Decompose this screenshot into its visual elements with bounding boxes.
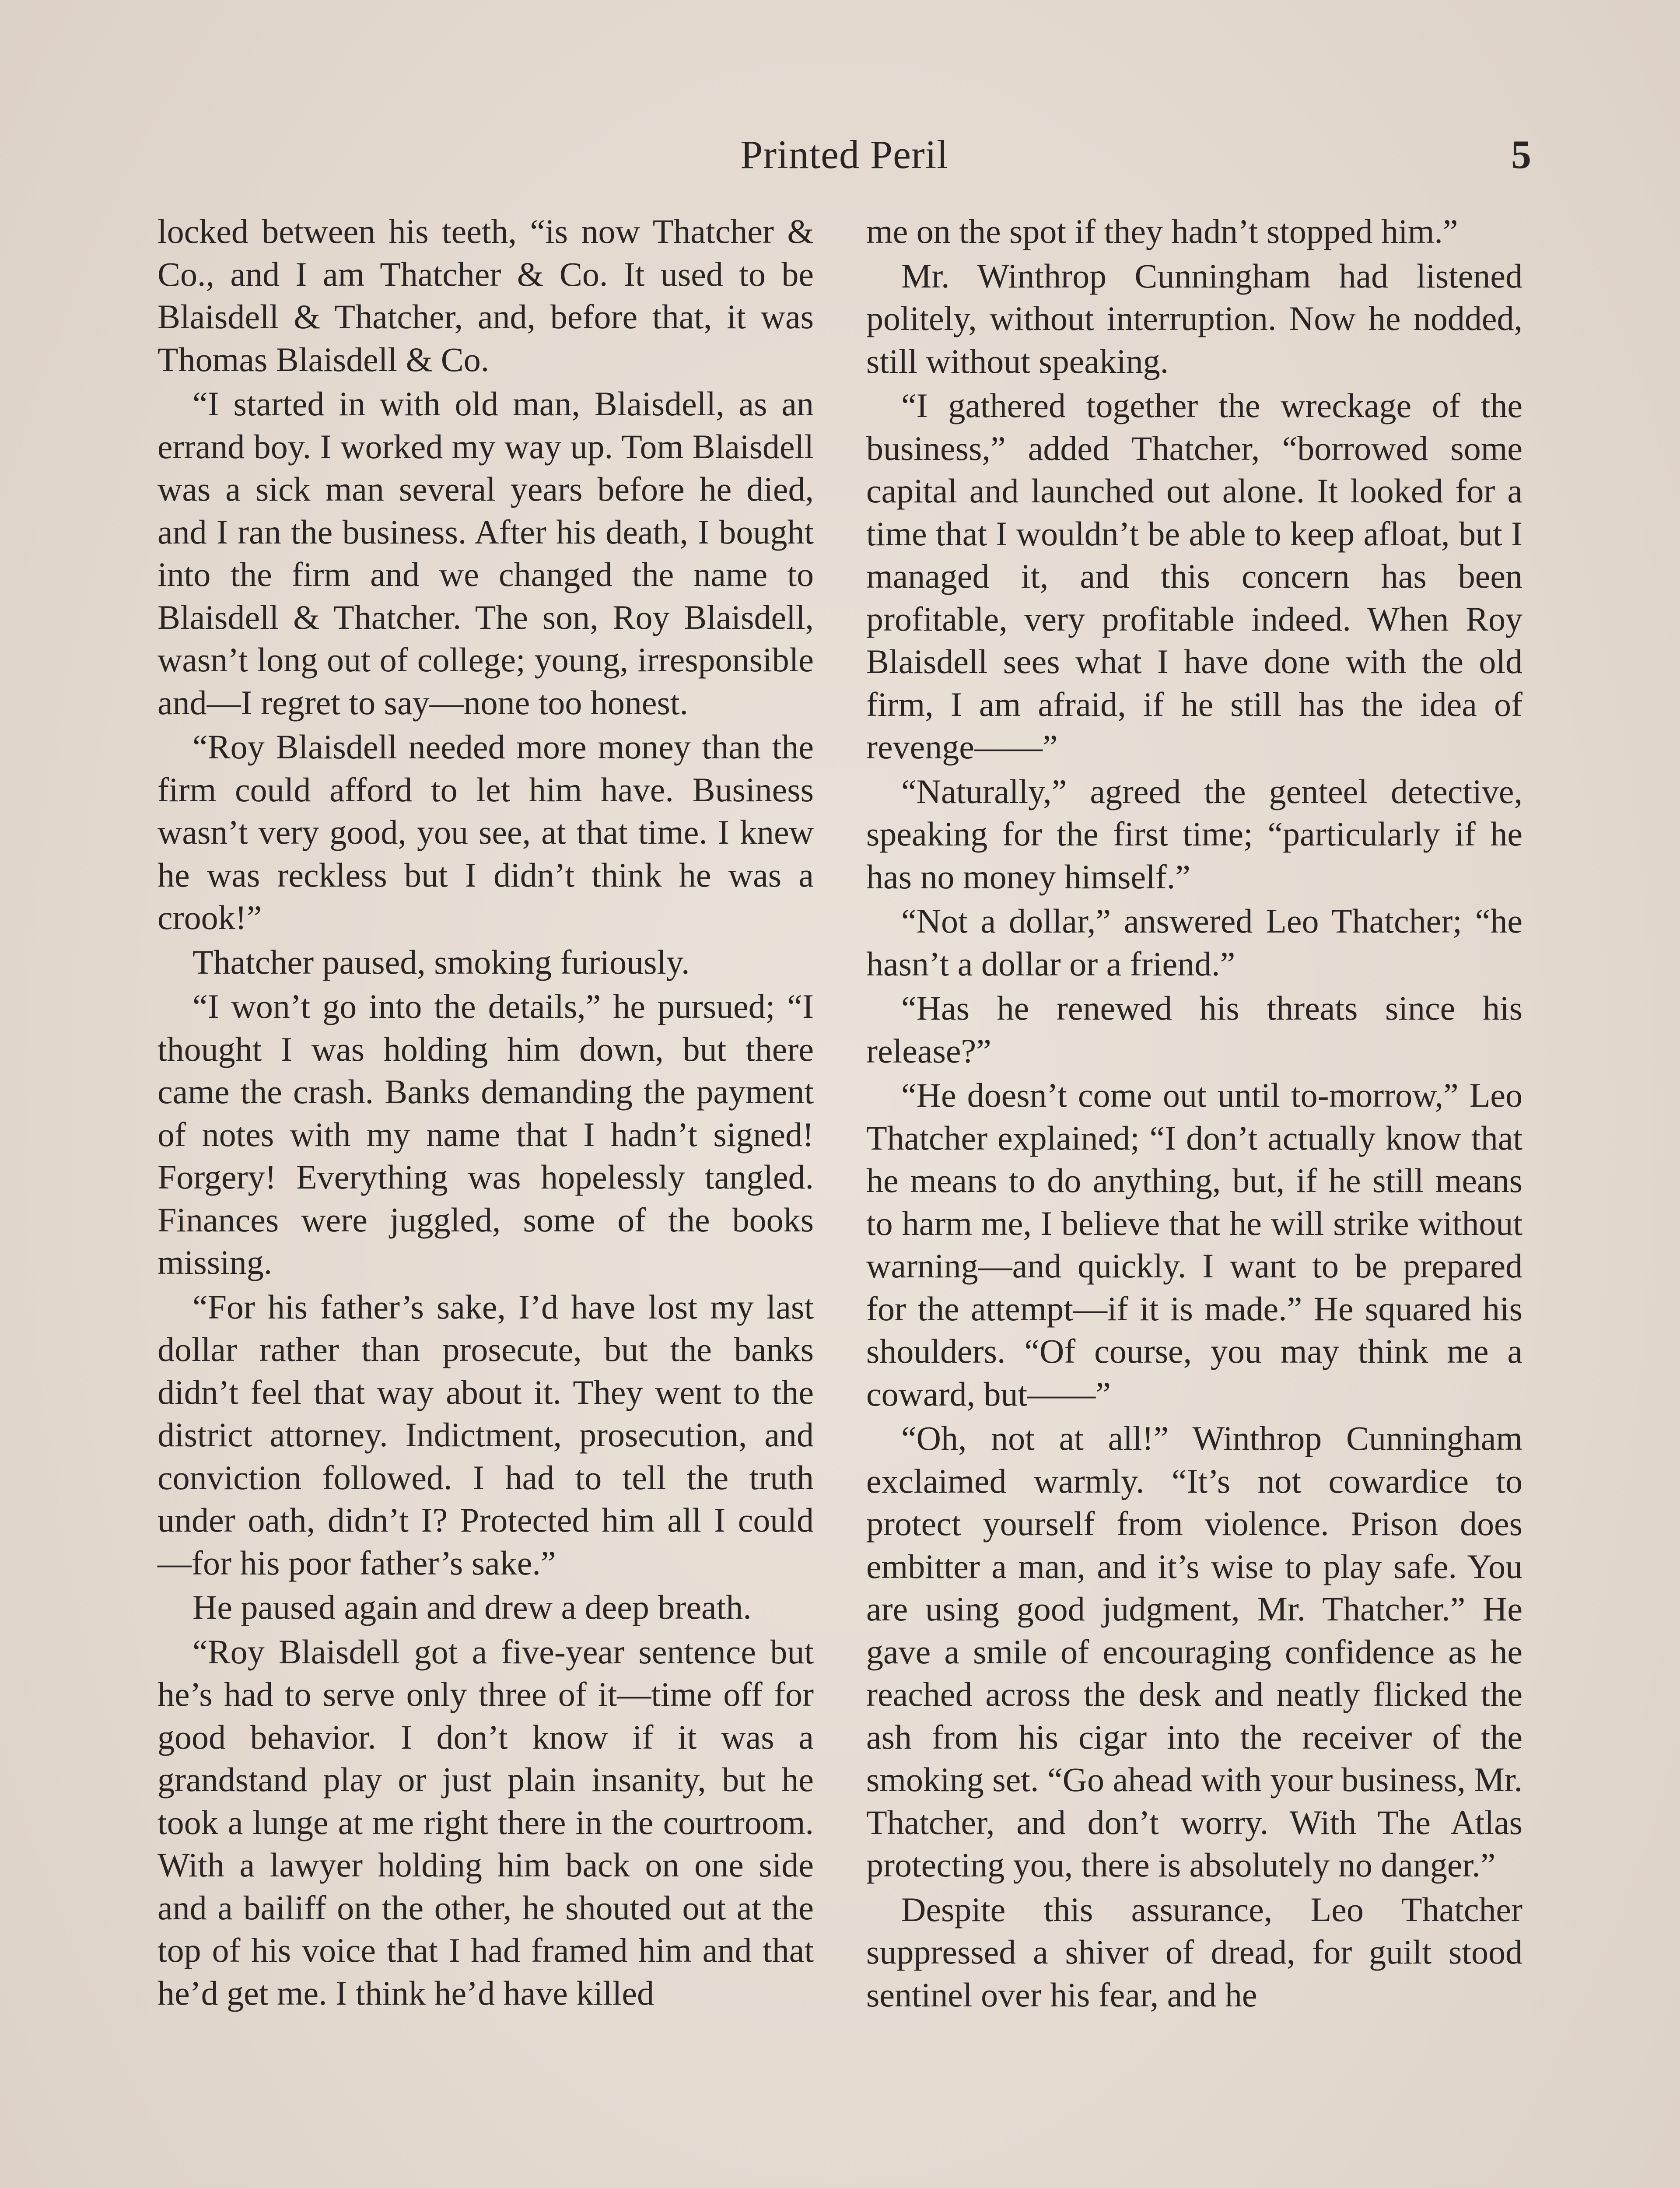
paragraph: “I started in with old man, Blaisdell, as an errand boy. I worked my way up. Tom Blaisdell was a sick man several years before he died, and I ran the business. After his death, I bought into the firm and we changed the name to Blaisdell & Thatcher. The son, Roy Blaisdell, wasn’t long out of college; young, irresponsible and—I regret to say—none too honest. — [158, 385, 814, 722]
right-column — [866, 210, 1522, 2018]
paragraph: me on the spot if they hadn’t stopped him.” — [866, 212, 1458, 250]
page-header — [158, 131, 1531, 188]
paragraph: He paused again and drew a deep breath. — [192, 1588, 752, 1626]
paragraph: “For his father’s sake, I’d have lost my last dollar rather than prosecute, but the banks didn’t feel that way about it. They went to the district attorney. Indictment, prosecution, and conviction followed. I had to tell the truth under oath, didn’t I? Protected him all I could—for his poor father’s sake.” — [158, 1287, 814, 1582]
paragraph: “I won’t go into the details,” he pursued; “I thought I was holding him down, but there came the crash. Banks demanding the payment of notes with my name that I hadn’t signed! Forgery! Everything was hopelessly tangled. Finances were juggled, some of the books missing. — [158, 987, 814, 1281]
running-title: Printed Peril — [740, 132, 948, 177]
paragraph: Mr. Winthrop Cunningham had listened politely, without interruption. Now he nodded, still without speaking. — [866, 256, 1522, 380]
paragraph: Despite this assurance, Leo Thatcher suppressed a shiver of dread, for guilt stood sentinel over his fear, and he — [866, 1890, 1522, 2014]
paragraph: “Roy Blaisdell got a five-year sentence but he’s had to serve only three of it—time off for good behavior. I don’t know if it was a grandstand play or just plain insanity, but he took a lunge at me right there in the courtroom. With a lawyer holding him back on one side and a bailiff on the other, he shouted out at the top of his voice that I had framed him and that he’d get me. I think he’d have killed — [158, 1632, 814, 2012]
left-column — [158, 210, 814, 2016]
paragraph: Thatcher paused, smoking furiously. — [192, 943, 690, 981]
page-number: 5 — [1511, 132, 1531, 177]
paragraph: “Naturally,” agreed the genteel detective, speaking for the first time; “particularly if he has no money himself.” — [866, 772, 1522, 896]
paragraph: “Roy Blaisdell needed more money than the firm could afford to let him have. Business wasn’t very good, you see, at that time. I knew he was reckless but I didn’t think he was a crook!” — [158, 728, 814, 936]
paragraph: “He doesn’t come out until to-morrow,” Leo Thatcher explained; “I don’t actually know that he means to do anything, but, if he still means to harm me, I believe that he will strike without warning—and quickly. I want to be prepared for the attempt—if it is made.” He squared his shoulders. “Of course, you may think me a coward, but——” — [866, 1076, 1522, 1413]
paragraph: “Has he renewed his threats since his release?” — [866, 989, 1522, 1070]
paragraph: “I gathered together the wreckage of the business,” added Thatcher, “borrowed some capital and launched out alone. It looked for a time that I wouldn’t be able to keep afloat, but I managed it, and this concern has been profitable, very profitable indeed. When Roy Blaisdell sees what I have done with the old firm, I am afraid, if he still has the idea of revenge——” — [866, 386, 1522, 766]
paragraph: locked between his teeth, “is now Thatcher & Co., and I am Thatcher & Co. It used to be Blaisdell & Thatcher, and, before that, it was Thomas Blaisdell & Co. — [158, 212, 814, 379]
paragraph: “Not a dollar,” answered Leo Thatcher; “he hasn’t a dollar or a friend.” — [866, 902, 1522, 983]
paragraph: “Oh, not at all!” Winthrop Cunningham exclaimed warmly. “It’s not cowardice to protect yourself from violence. Prison does embitter a man, and it’s wise to play safe. You are using good judgment, Mr. Thatcher.” He gave a smile of encouraging confidence as he reached across the desk and neatly flicked the ash from his cigar into the receiver of the smoking set. “Go ahead with your business, Mr. Thatcher, and don’t worry. With The Atlas protecting you, there is absolutely no danger.” — [866, 1419, 1522, 1884]
